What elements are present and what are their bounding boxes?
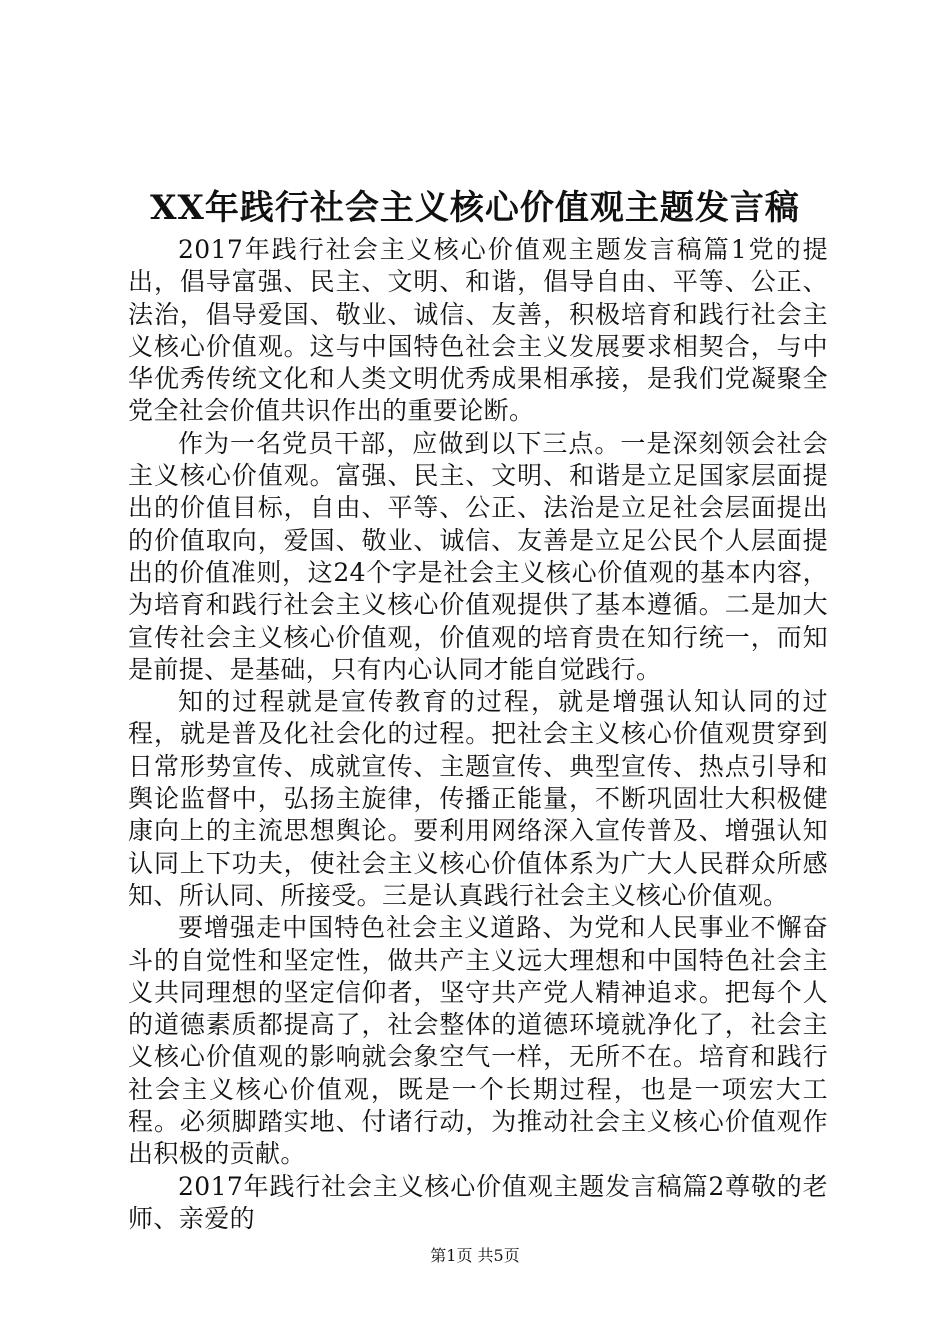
document-title: XX年践行社会主义核心价值观主题发言稿: [150, 188, 800, 228]
page-number-footer: 第1页 共5页: [430, 1246, 520, 1265]
paragraph-1: 2017年践行社会主义核心价值观主题发言稿篇1党的提出，倡导富强、民主、文明、和谐，倡导自由、平等、公正、法治，倡导爱国、敬业、诚信、友善，积极培育和践行社会主义核心价值观。这与中国特色社会主义发展要求相契合，与中华优秀传统文化和人类文明优秀成果相承接，是我们党凝聚全党全社会价值共识作出的重要论断。: [128, 235, 828, 426]
paragraph-3: 知的过程就是宣传教育的过程，就是增强认知认同的过程，就是普及化社会化的过程。把社会主义核心价值观贯穿到日常形势宣传、成就宣传、主题宣传、典型宣传、热点引导和舆论监督中，弘扬主旋律，传播正能量，不断巩固壮大积极健康向上的主流思想舆论。要利用网络深入宣传普及、增强认知认同上下功夫，使社会主义核心价值体系为广大人民群众所感知、所认同、所接受。三是认真践行社会主义核心价值观。: [128, 687, 828, 910]
paragraph-4: 要增强走中国特色社会主义道路、为党和人民事业不懈奋斗的自觉性和坚定性，做共产主义远大理想和中国特色社会主义共同理想的坚定信仰者，坚守共产党人精神追求。把每个人的道德素质都提高了，社会整体的道德环境就净化了，社会主义核心价值观的影响就会象空气一样，无所不在。培育和践行社会主义核心价值观，既是一个长期过程，也是一项宏大工程。必须脚踏实地、付诸行动，为推动社会主义核心价值观作出积极的贡献。: [128, 913, 828, 1169]
paragraph-2: 作为一名党员干部，应做到以下三点。一是深刻领会社会主义核心价值观。富强、民主、文明、和谐是立足国家层面提出的价值目标，自由、平等、公正、法治是立足社会层面提出的价值取向，爱国、敬业、诚信、友善是立足公民个人层面提出的价值准则，这24个字是社会主义核心价值观的基本内容，为培育和践行社会主义核心价值观提供了基本遵循。二是加大宣传社会主义核心价值观，价值观的培育贵在知行统一，而知是前提、是基础，只有内心认同才能自觉践行。: [128, 428, 828, 684]
paragraph-5: 2017年践行社会主义核心价值观主题发言稿篇2尊敬的老师、亲爱的: [128, 1171, 828, 1233]
document-body: [128, 234, 828, 1235]
